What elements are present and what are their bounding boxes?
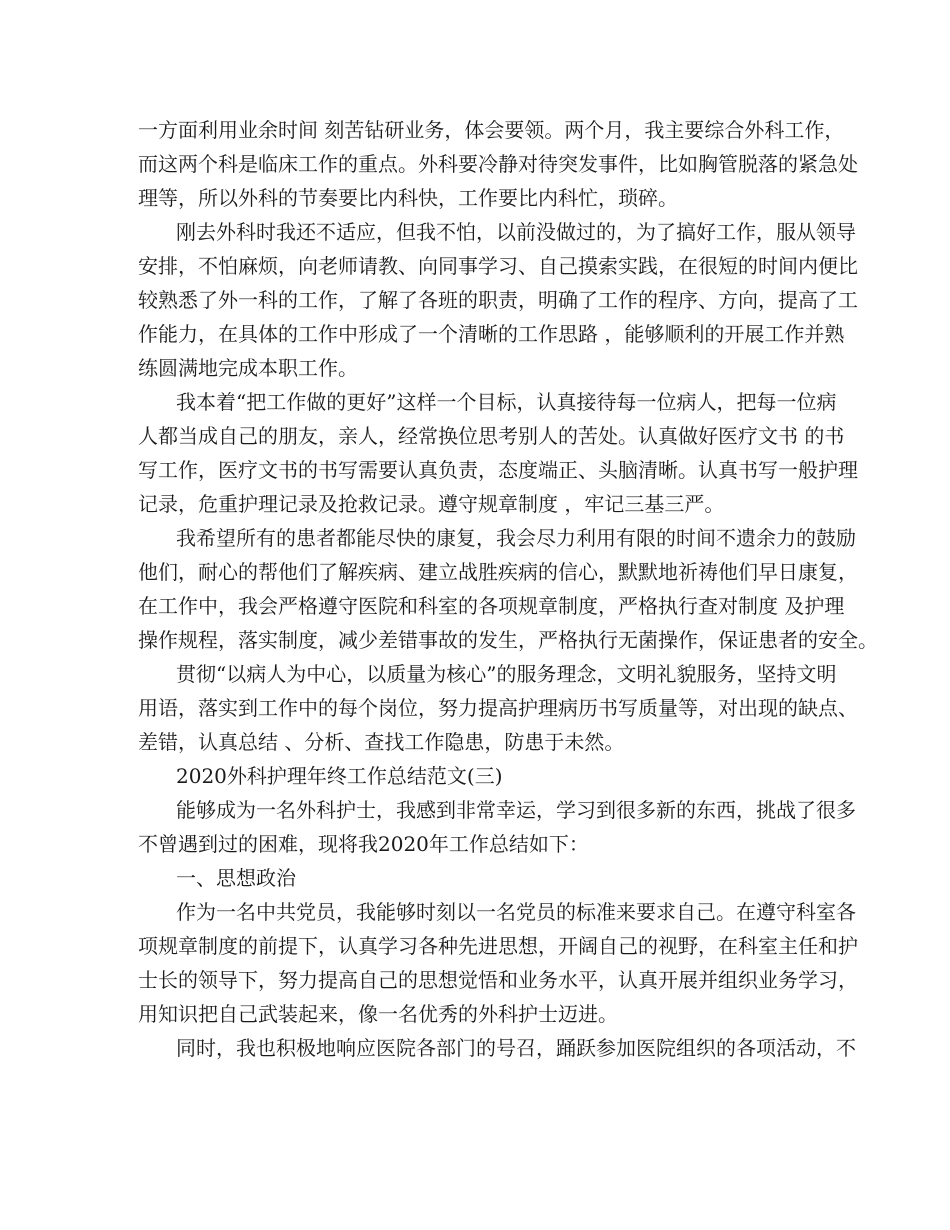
text-line: 操作规程，落实制度，减少差错事故的发生，严格执行无菌操作，保证患者的安全。 — [138, 628, 878, 652]
text-line: 安排，不怕麻烦，向老师请教、向同事学习、自己摸索实践，在很短的时间内便比 — [138, 254, 858, 278]
text-line: 他们，耐心的帮他们了解疾病、建立战胜疾病的信心，默默地祈祷他们早日康复， — [138, 560, 858, 584]
text-line: 我希望所有的患者都能尽快的康复，我会尽力利用有限的时间不遗余力的鼓励 — [176, 526, 856, 550]
text-line: 贯彻“以病人为中心，以质量为核心”的服务理念，文明礼貌服务，坚持文明 — [176, 662, 837, 686]
text-line: 人都当成自己的朋友，亲人，经常换位思考别人的苦处。认真做好医疗文书 的书 — [138, 424, 845, 448]
text-line: 同时，我也积极地响应医院各部门的号召，踊跃参加医院组织的各项活动，不 — [176, 1036, 856, 1060]
text-line: 作为一名中共党员，我能够时刻以一名党员的标准来要求自己。在遵守科室各 — [176, 900, 856, 924]
section-heading: 2020外科护理年终工作总结范文(三) — [176, 764, 503, 788]
text-line: 不曾遇到过的困难，现将我2020年工作总结如下： — [138, 832, 589, 856]
text-line: 项规章制度的前提下，认真学习各种先进思想，开阔自己的视野，在科室主任和护 — [138, 934, 858, 958]
text-line: 记录，危重护理记录及抢救记录。遵守规章制度 ，牢记三基三严。 — [138, 492, 725, 516]
text-line: 写工作，医疗文书的书写需要认真负责，态度端正、头脑清晰。认真书写一般护理 — [138, 458, 858, 482]
text-line: 我本着“把工作做的更好”这样一个目标，认真接待每一位病人，把每一位病 — [176, 390, 837, 414]
text-line: 刚去外科时我还不适应，但我不怕，以前没做过的，为了搞好工作，服从领导 — [176, 220, 856, 244]
text-line: 理等，所以外科的节奏要比内科快，工作要比内科忙，琐碎。 — [138, 186, 678, 210]
subsection-heading: 一、思想政治 — [176, 866, 296, 890]
text-line: 较熟悉了外一科的工作，了解了各班的职责，明确了工作的程序、方向，提高了工 — [138, 288, 858, 312]
text-line: 用语，落实到工作中的每个岗位，努力提高护理病历书写质量等，对出现的缺点、 — [138, 696, 858, 720]
text-line: 用知识把自己武装起来，像一名优秀的外科护士迈进。 — [138, 1002, 618, 1026]
text-line: 差错，认真总结 、分析、查找工作隐患，防患于未然。 — [138, 730, 625, 754]
text-line: 能够成为一名外科护士，我感到非常幸运，学习到很多新的东西，挑战了很多 — [176, 798, 856, 822]
text-line: 士长的领导下，努力提高自己的思想觉悟和业务水平，认真开展并组织业务学习， — [138, 968, 858, 992]
text-line: 而这两个科是临床工作的重点。外科要冷静对待突发事件，比如胸管脱落的紧急处 — [138, 152, 858, 176]
text-line: 一方面利用业余时间 刻苦钻研业务，体会要领。两个月，我主要综合外科工作， — [138, 118, 845, 142]
text-line: 练圆满地完成本职工作。 — [138, 356, 358, 380]
text-line: 在工作中，我会严格遵守医院和科室的各项规章制度，严格执行查对制度 及护理 — [138, 594, 845, 618]
text-line: 作能力，在具体的工作中形成了一个清晰的工作思路 ，能够顺利的开展工作并熟 — [138, 322, 845, 346]
